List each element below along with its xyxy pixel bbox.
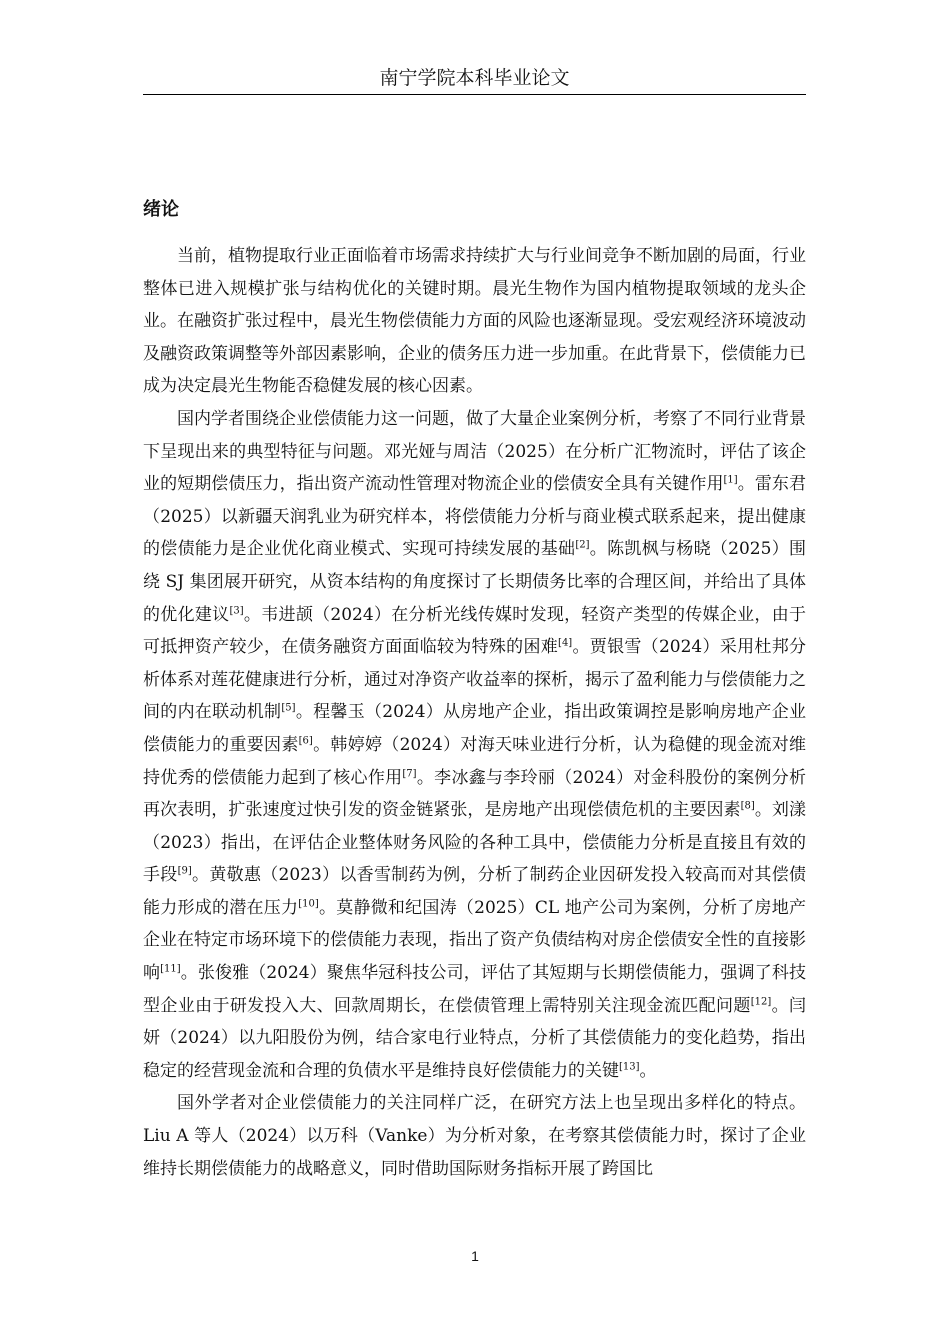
citation-marker: [4] [558, 637, 573, 649]
citation-marker: [12] [750, 996, 772, 1007]
citation-marker: [1] [723, 474, 738, 486]
citation-marker: [3] [229, 604, 244, 616]
citation-marker: [6] [298, 735, 313, 747]
citation-marker: [7] [402, 767, 417, 779]
header-rule [143, 94, 806, 95]
citation-marker: [11] [160, 963, 181, 975]
paragraph-3: 国外学者对企业偿债能力的关注同样广泛，在研究方法上也呈现出多样化的特点。Liu A 等人（2024）以万科（Vanke）为分析对象，在考察其偿债能力时，探讨了企业维持长期偿债能力的战略意义，同时借助国际财务指标开展了跨国比 [143, 1093, 806, 1179]
page-number: 1 [471, 1248, 479, 1264]
citation-marker: [5] [281, 702, 296, 714]
paragraph-1: 当前，植物提取行业正面临着市场需求持续扩大与行业间竞争不断加剧的局面，行业整体已进入规模扩张与结构优化的关键时期。晨光生物作为国内植物提取领域的龙头企业。在融资扩张过程中，晨光生物偿债能力方面的风险也逐渐显现。受宏观经济环境波动及融资政策调整等外部因素影响，企业的债务压力进一步加重。在此背景下，偿债能力已成为决定晨光生物能否稳健发展的核心因素。 [143, 246, 806, 397]
citation-marker: [9] [177, 865, 192, 877]
citation-marker: [13] [619, 1061, 640, 1073]
paragraph-2: 国内学者围绕企业偿债能力这一问题，做了大量企业案例分析，考察了不同行业背景下呈现出来的典型特征与问题。邓光娅与周洁（2025）在分析广汇物流时，评估了该企业的短期偿债压力，指出资产流动性管理对物流企业的偿债安全具有关键作用[1]。雷东君（2025）以新疆天润乳业为研究样本，将偿债能力分析与商业模式联系起来，提出健康的偿债能力是企业优化商业模式、实现可持续发展的基础[2]。陈凯枫与杨晓（2025）围绕 SJ 集团展开研究，从资本结构的角度探讨了长期债务比率的合理区间，并给出了具体的优化建议[3]。韦进颉（2024）在分析光线传媒时发现，轻资产类型的传媒企业，由于可抵押资产较少，在债务融资方面面临较为特殊的困难[4]。贾银雪（2024）采用杜邦分析体系对莲花健康进行分析，通过对净资产收益率的探析，揭示了盈利能力与偿债能力之间的内在联动机制[5]。程馨玉（2024）从房地产企业，指出政策调控是影响房地产企业偿债能力的重要因素[6]。韩婷婷（2024）对海天味业进行分析，认为稳健的现金流对维持优秀的偿债能力起到了核心作用[7]。李冰鑫与李玲丽（2024）对金科股份的案例分析再次表明，扩张速度过快引发的资金链紧张，是房地产出现偿债危机的主要因素[8]。刘漾（2023）指出，在评估企业整体财务风险的各种工具中，偿债能力分析是直接且有效的手段[9]。黄敬惠（2023）以香雪制药为例，分析了制药企业因研发投入较高而对其偿债能力形成的潜在压力[10]。莫静微和纪国涛（2025）CL 地产公司为案例，分析了房地产企业在特定市场环境下的偿债能力表现，指出了资产负债结构对房企偿债安全性的直接影响[11]。张俊雅（2024）聚焦华冠科技公司，评估了其短期与长期偿债能力，强调了科技型企业由于研发投入大、回款周期长，在偿债管理上需特别关注现金流匹配问题[12]。闫妍（2024）以九阳股份为例，结合家电行业特点，分析了其偿债能力的变化趋势，指出稳定的经营现金流和合理的负债水平是维持良好偿债能力的关键[13]。 [143, 408, 807, 1081]
citation-marker: [10] [298, 898, 319, 910]
body-text [143, 240, 806, 1185]
section-title: 绪论 [143, 199, 179, 220]
running-header: 南宁学院本科毕业论文 [379, 67, 570, 89]
citation-marker: [8] [740, 800, 755, 812]
citation-marker: [2] [575, 539, 590, 551]
